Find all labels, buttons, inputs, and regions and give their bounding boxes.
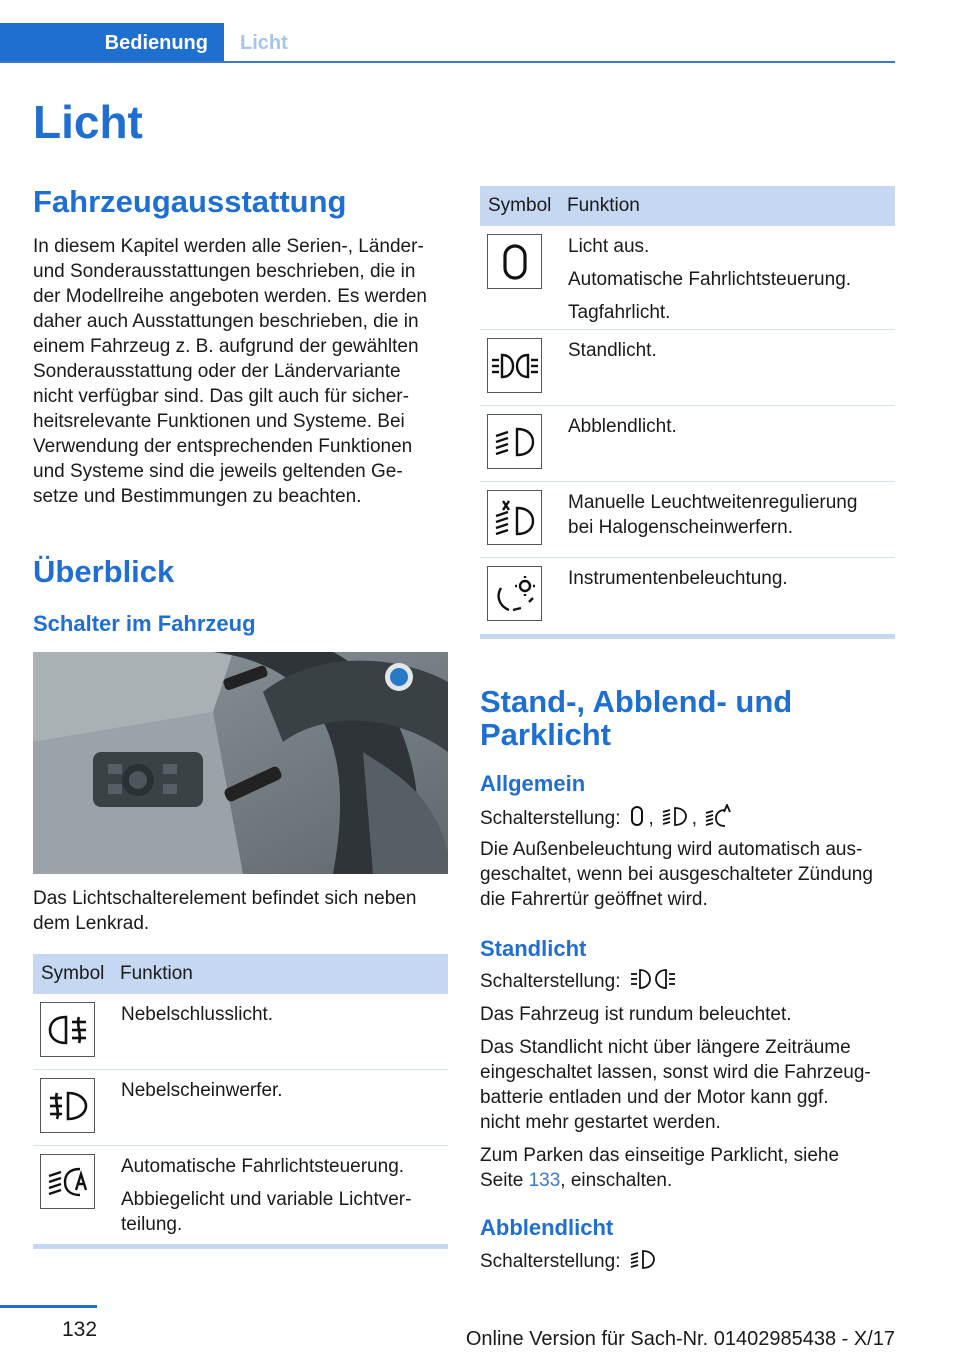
light-off-icon [630, 805, 644, 832]
heading-ueberblick: Überblick [33, 554, 175, 589]
table-row: Licht aus. Automatische Fahrlichtsteuerung. Tagfahrlicht. [480, 226, 895, 330]
table-header: Symbol Funktion [33, 954, 448, 994]
page-header [0, 23, 895, 63]
table-row: Instrumentenbeleuchtung. [480, 558, 895, 634]
table-row: Automatische Fahrlichtsteuerung. Abbiegelicht und variable Lichtver- teilung. [33, 1146, 448, 1244]
parking-light-icon [487, 338, 542, 393]
photo-caption: Das Lichtschalterelement befindet sich neben dem Lenkrad. [33, 888, 417, 934]
low-beam-icon [662, 805, 688, 832]
light-switch-photo [33, 652, 448, 874]
page-title: Licht [33, 96, 143, 148]
headlight-range-icon [487, 490, 542, 545]
schalterstellung-abblendlicht: Schalterstellung: [480, 1248, 660, 1275]
heading-fahrzeugausstattung: Fahrzeugausstattung [33, 184, 347, 219]
light-off-icon [487, 234, 542, 289]
intro-paragraph: In diesem Kapitel werden alle Serien-, Länder- und Sonderausstattungen beschrieben, die in der Modellreihe angeboten werden. Es werden daher auch Ausstattungen beschrieben, die in einem Fahrzeug z. B. aufgrund der gewählten Sonderausstattung oder der Ländervariante nicht verfügbar sind. Das gilt auch für sicher- heitsrelevante Funktionen und Systeme. Bei Verwendung der entsprechenden Funktionen und Systeme sind die jeweils geltenden Ge- setze und Bestimmungen zu beachten. [33, 236, 427, 507]
parking-light-icon [630, 968, 676, 995]
right-symbol-table [480, 186, 895, 639]
table-end-bar [480, 634, 895, 639]
heading-schalter: Schalter im Fahrzeug [33, 611, 256, 636]
section-tab[interactable]: Bedienung [0, 23, 224, 61]
auto-headlight-icon [40, 1154, 95, 1209]
heading-allgemein: Allgemein [480, 771, 586, 796]
heading-standlicht: Standlicht [480, 936, 587, 961]
table-header: Symbol Funktion [480, 186, 895, 226]
rear-fog-light-icon [40, 1002, 95, 1057]
front-fog-light-icon [40, 1078, 95, 1133]
chapter-tab[interactable]: Licht [240, 32, 288, 54]
auto-light-icon [705, 804, 733, 833]
left-symbol-table [33, 954, 448, 1249]
table-row: Nebelscheinwerfer. [33, 1070, 448, 1146]
dashboard-illustration [33, 652, 448, 874]
schalterstellung-allgemein: Schalterstellung: , , [480, 804, 737, 833]
table-row: Standlicht. [480, 330, 895, 406]
page-number: 132 [62, 1318, 98, 1341]
table-end-bar [33, 1244, 448, 1249]
page-reference-link[interactable]: 133 [528, 1170, 561, 1191]
table-row: Manuelle Leuchtweitenregulierung bei Halogenscheinwerfern. [480, 482, 895, 558]
standlicht-text: Das Fahrzeug ist rundum beleuchtet. Das Standlicht nicht über längere Zeiträume eingeschaltet lassen, sonst wird die Fahrzeug- batterie entladen und der Motor kann ggf. nicht mehr gestartet werden. Zum Parken das einseitige Parklicht, siehe Seite 133, einschalten. [480, 1004, 871, 1191]
allgemein-paragraph: Die Außenbeleuchtung wird automatisch aus- geschaltet, wenn bei ausgeschalteter Zündung die Fahrertür geöffnet wird. [480, 839, 873, 910]
heading-abblendlicht: Abblendlicht [480, 1215, 614, 1240]
low-beam-icon [487, 414, 542, 469]
heading-stand-abblend: Stand-, Abblend- und Parklicht [480, 684, 793, 752]
footer-rule [0, 1305, 97, 1308]
low-beam-icon [630, 1248, 656, 1275]
table-row: Nebelschlusslicht. [33, 994, 448, 1070]
table-row: Abblendlicht. [480, 406, 895, 482]
schalterstellung-standlicht: Schalterstellung: [480, 968, 680, 995]
online-version-note: Online Version für Sach-Nr. 01402985438 - X/17 [465, 1328, 895, 1350]
instrument-lighting-icon [487, 566, 542, 621]
